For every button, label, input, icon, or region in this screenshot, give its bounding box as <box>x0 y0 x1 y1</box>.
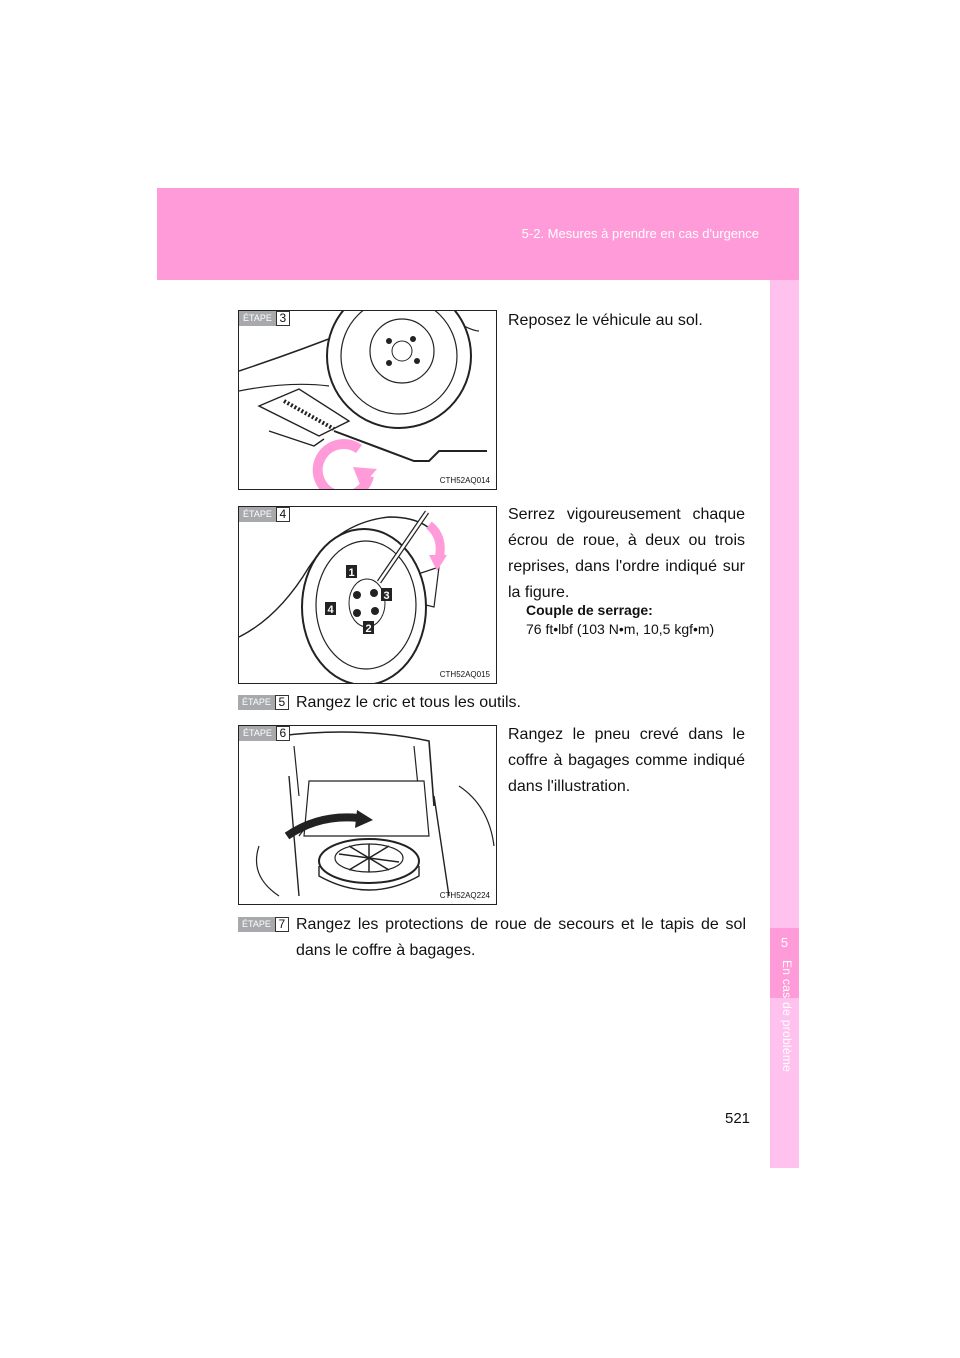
step-badge-label: ÉTAPE <box>239 311 276 326</box>
callout-1: 1 <box>348 567 355 579</box>
step-badge-number: 4 <box>276 507 290 522</box>
step-badge-number: 6 <box>276 726 290 741</box>
page-number: 521 <box>725 1110 751 1127</box>
step-badge-label: ÉTAPE <box>239 507 276 522</box>
figure-store-tire <box>238 725 497 905</box>
callout-2: 2 <box>365 623 372 635</box>
figure-tighten-nuts <box>238 506 497 684</box>
step-7-text: Rangez les protections de roue de secours et le tapis de sol dans le coffre à bagages. <box>296 916 746 959</box>
step-badge-number: 5 <box>275 695 289 710</box>
step-6-text: Rangez le pneu crevé dans le coffre à bagages comme indiqué dans l'illustration. <box>508 726 745 795</box>
wheel-nuts-illustration <box>239 507 496 683</box>
figure-code: CTH52AQ014 <box>439 476 490 485</box>
torque-value: 76 ft•lbf (103 N•m, 10,5 kgf•m) <box>526 621 715 637</box>
jack-lowering-illustration <box>239 311 496 489</box>
callout-4: 4 <box>327 604 334 616</box>
trunk-tire-illustration <box>239 726 496 904</box>
chapter-number: 5 <box>780 935 789 950</box>
step-badge <box>239 507 290 522</box>
step-badge-number: 7 <box>275 917 289 932</box>
figure-code: CTH52AQ015 <box>439 670 490 679</box>
step-badge-label: ÉTAPE <box>239 726 276 741</box>
torque-title: Couple de serrage: <box>526 602 653 618</box>
step-badge-number: 3 <box>276 311 290 326</box>
step-3-text: Reposez le véhicule au sol. <box>508 312 703 329</box>
step-5-badge <box>238 695 289 710</box>
callout-3: 3 <box>383 590 390 602</box>
step-7-badge <box>238 917 289 932</box>
section-title: 5-2. Mesures à prendre en cas d'urgence <box>521 226 759 241</box>
figure-lower-vehicle <box>238 310 497 490</box>
section-header <box>157 188 799 280</box>
step-4-text: Serrez vigoureusement chaque écrou de roue, à deux ou trois reprises, dans l'ordre indiqué sur la figure. <box>508 506 745 601</box>
step-badge-label: ÉTAPE <box>238 917 275 932</box>
chapter-label: En cas de problème <box>780 960 794 1073</box>
step-badge-label: ÉTAPE <box>238 695 275 710</box>
step-5-text: Rangez le cric et tous les outils. <box>296 694 521 711</box>
step-badge <box>239 311 290 326</box>
figure-code: CTH52AQ224 <box>439 891 490 900</box>
step-badge <box>239 726 290 741</box>
